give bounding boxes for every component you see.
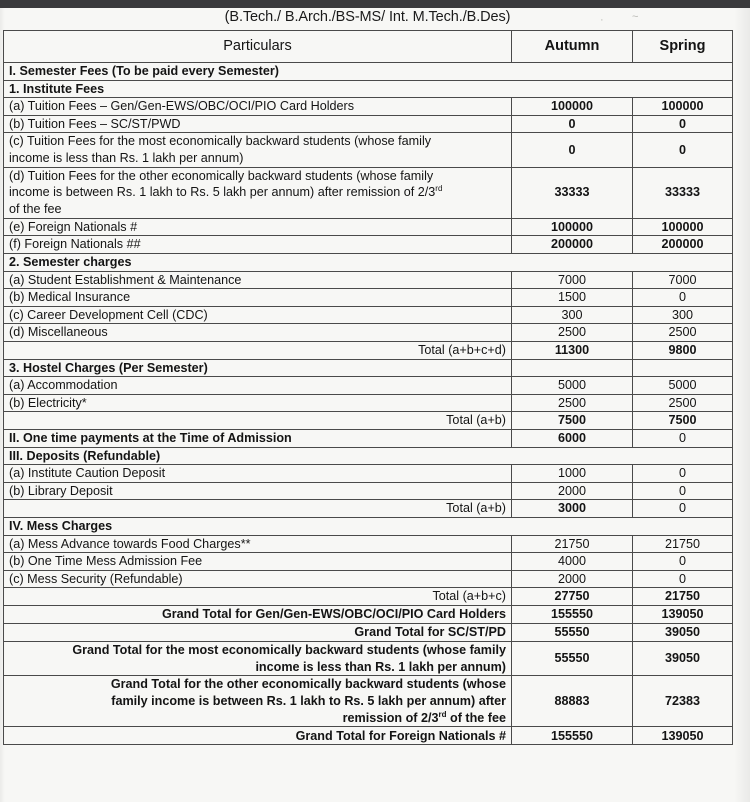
row-value-spring: 100000 [633,218,733,236]
row-label-line: (c) Tuition Fees for the most economically backward students (whose family [9,134,432,149]
grand-total-label-foreign-nationals: Grand Total for Foreign Nationals # [4,727,512,745]
column-header-autumn: Autumn [512,31,633,63]
row-value-spring: 5000 [633,377,733,395]
table-row [4,167,733,218]
total-value-autumn: 27750 [512,588,633,606]
row-value-spring: 33333 [633,167,733,218]
grand-total-label-sc-st-pd: Grand Total for SC/ST/PD [4,624,512,642]
row-value-spring: 0 [633,429,733,447]
total-label-ab: Total (a+b) [4,412,512,430]
row-value-autumn: 100000 [512,218,633,236]
table-row [4,553,733,571]
total-label-ab: Total (a+b) [4,500,512,518]
table-row [4,394,733,412]
row-value-spring: 0 [633,289,733,307]
table-row [4,271,733,289]
grand-total-value-autumn: 55550 [512,624,633,642]
row-value-autumn: 7000 [512,271,633,289]
total-value-autumn: 11300 [512,341,633,359]
grand-total-value-autumn: 88883 [512,676,633,727]
row-label-institute-fees-b: (b) Tuition Fees – SC/ST/PWD [4,115,512,133]
table-row [4,236,733,254]
table-row [4,324,733,342]
row-label-semester-charges-d: (d) Miscellaneous [4,324,512,342]
row-label-mess-b: (b) One Time Mess Admission Fee [4,553,512,571]
section-title-hostel-charges: 3. Hostel Charges (Per Semester) [4,359,512,377]
scan-right-shading [734,8,750,802]
grand-total-row-foreign-nationals [4,727,733,745]
total-row-hostel-charges [4,412,733,430]
table-row [4,98,733,116]
row-label-text: of the fee [446,710,506,725]
row-label-line: income is less than Rs. 1 lakh per annum) [9,151,244,166]
row-label-mess-a: (a) Mess Advance towards Food Charges** [4,535,512,553]
scan-artifact-mark: · [600,14,604,26]
grand-total-value-spring: 72383 [633,676,733,727]
row-value-autumn: 33333 [512,167,633,218]
row-label-line: (d) Tuition Fees for the other economically backward students (whose family [9,168,434,183]
grand-total-row-most-backward [4,642,733,676]
row-label-institute-fees-c [4,133,512,167]
grand-total-row-sc-st-pd [4,624,733,642]
table-row [4,377,733,395]
row-label-institute-fees-a: (a) Tuition Fees – Gen/Gen-EWS/OBC/OCI/PIO Card Holders [4,98,512,116]
row-value-autumn: 4000 [512,553,633,571]
row-value-autumn: 2500 [512,394,633,412]
row-label-mess-c: (c) Mess Security (Refundable) [4,570,512,588]
grand-total-row-general [4,606,733,624]
section-row-deposits [4,447,733,465]
row-value-autumn: 21750 [512,535,633,553]
table-row [4,535,733,553]
row-label-hostel-b: (b) Electricity* [4,394,512,412]
total-value-spring: 21750 [633,588,733,606]
total-row-semester-charges [4,341,733,359]
ordinal-suffix: rd [435,184,443,194]
row-label-text: remission of 2/3 [342,710,439,725]
grand-total-value-spring: 139050 [633,606,733,624]
row-value-spring: 0 [633,115,733,133]
scan-top-strip [0,0,750,8]
total-row-mess-charges [4,588,733,606]
row-label-line: Grand Total for the other economically backward students (whose [110,677,506,692]
total-value-spring: 7500 [633,412,733,430]
section-title-one-time-payments: II. One time payments at the Time of Admission [4,429,512,447]
table-header-row [4,31,733,63]
grand-total-label-most-backward [4,642,512,676]
scan-artifact-mark: ~ [632,11,639,23]
row-value-spring: 2500 [633,394,733,412]
row-value-spring: 200000 [633,236,733,254]
table-row [4,133,733,167]
row-value-spring: 0 [633,553,733,571]
row-value-spring: 2500 [633,324,733,342]
row-value-autumn: 5000 [512,377,633,395]
grand-total-value-spring: 39050 [633,624,733,642]
total-value-autumn: 7500 [512,412,633,430]
section-title-semester-fees: I. Semester Fees (To be paid every Semester) [4,63,733,81]
row-value-spring: 0 [633,133,733,167]
row-label-line: Grand Total for the most economically backward students (whose family [72,643,506,658]
table-row [4,306,733,324]
grand-total-value-spring: 39050 [633,642,733,676]
fee-structure-table [3,30,733,745]
grand-total-row-other-backward [4,676,733,727]
row-value-autumn: 100000 [512,98,633,116]
row-value-autumn: 300 [512,306,633,324]
section-title-institute-fees: 1. Institute Fees [4,80,733,98]
section-row-mess-charges [4,518,733,536]
grand-total-value-autumn: 55550 [512,642,633,676]
row-value-autumn: 6000 [512,429,633,447]
page-title: (B.Tech./ B.Arch./BS-MS/ Int. M.Tech./B.Des) [224,9,511,25]
row-value-autumn: 0 [512,115,633,133]
table-row [4,482,733,500]
section-title-mess-charges: IV. Mess Charges [4,518,733,536]
row-label-line: income is less than Rs. 1 lakh per annum) [255,659,506,674]
row-value-autumn: 0 [512,133,633,167]
row-value-autumn: 2000 [512,482,633,500]
row-value-autumn: 200000 [512,236,633,254]
section-row-hostel-charges [4,359,733,377]
section-row-semester-fees [4,63,733,81]
row-label-hostel-a: (a) Accommodation [4,377,512,395]
grand-total-label-other-backward [4,676,512,727]
row-label-deposit-b: (b) Library Deposit [4,482,512,500]
section-title-semester-charges: 2. Semester charges [4,253,733,271]
row-value-spring: 7000 [633,271,733,289]
row-value-spring: 300 [633,306,733,324]
row-value-autumn: 1500 [512,289,633,307]
row-value-spring: 21750 [633,535,733,553]
row-value-spring: 0 [633,465,733,483]
row-label-semester-charges-b: (b) Medical Insurance [4,289,512,307]
section-value-spring [633,359,733,377]
total-label-abc: Total (a+b+c) [4,588,512,606]
total-value-autumn: 3000 [512,500,633,518]
row-label-semester-charges-c: (c) Career Development Cell (CDC) [4,306,512,324]
row-label-line [9,184,506,201]
row-label-institute-fees-e: (e) Foreign Nationals # [4,218,512,236]
table-row [4,218,733,236]
row-value-spring: 100000 [633,98,733,116]
column-header-particulars: Particulars [4,31,512,63]
grand-total-value-spring: 139050 [633,727,733,745]
row-value-autumn: 2500 [512,324,633,342]
total-row-deposits [4,500,733,518]
row-value-autumn: 2000 [512,570,633,588]
ordinal-suffix: rd [438,709,447,719]
column-header-spring: Spring [633,31,733,63]
row-value-spring: 0 [633,482,733,500]
row-value-autumn: 1000 [512,465,633,483]
grand-total-value-autumn: 155550 [512,606,633,624]
row-label-line [9,710,506,727]
section-title-deposits: III. Deposits (Refundable) [4,447,733,465]
total-value-spring: 0 [633,500,733,518]
section-row-institute-fees [4,80,733,98]
section-row-semester-charges [4,253,733,271]
row-label-institute-fees-f: (f) Foreign Nationals ## [4,236,512,254]
row-label-deposit-a: (a) Institute Caution Deposit [4,465,512,483]
row-label-line: of the fee [9,202,62,217]
grand-total-label-general: Grand Total for Gen/Gen-EWS/OBC/OCI/PIO Card Holders [4,606,512,624]
row-label-semester-charges-a: (a) Student Establishment & Maintenance [4,271,512,289]
table-row [4,115,733,133]
table-row [4,289,733,307]
row-label-line: family income is between Rs. 1 lakh to Rs. 5 lakh per annum) after [111,693,506,708]
section-value-autumn [512,359,633,377]
table-row [4,465,733,483]
grand-total-value-autumn: 155550 [512,727,633,745]
row-label-text: income is between Rs. 1 lakh to Rs. 5 lakh per annum) after remission of 2/3 [9,185,436,200]
row-value-spring: 0 [633,570,733,588]
row-label-institute-fees-d [4,167,512,218]
total-value-spring: 9800 [633,341,733,359]
total-label-abcd: Total (a+b+c+d) [4,341,512,359]
section-row-one-time-payments [4,429,733,447]
table-row [4,570,733,588]
